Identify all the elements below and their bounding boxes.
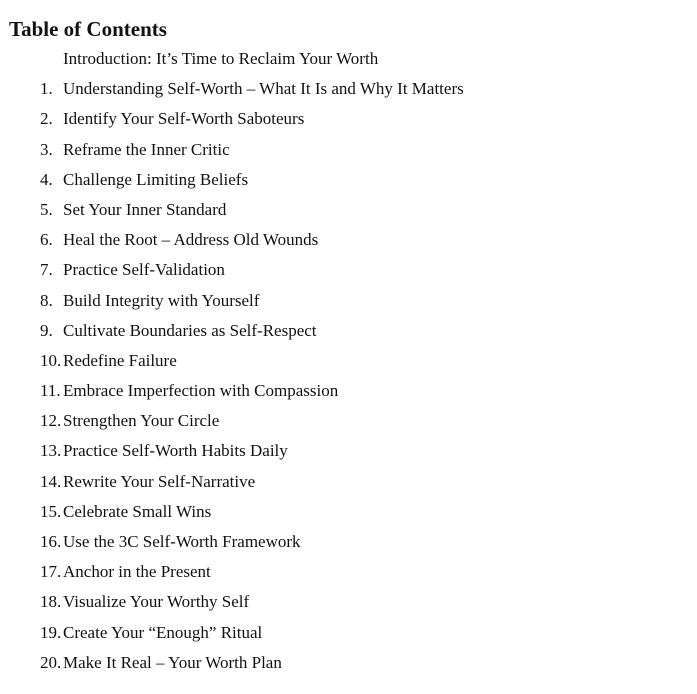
toc-entry-label: Use the 3C Self-Worth Framework [63,532,301,551]
toc-entry-label: Heal the Root – Address Old Wounds [63,230,319,250]
toc-entry [0,169,697,199]
toc-entry-number: 6. [40,230,53,250]
toc-entry [0,622,697,652]
toc-entry-number: 18. [40,592,62,612]
toc-entry [0,259,697,289]
toc-entry [0,350,697,380]
toc-entry-number: 12. [40,411,62,431]
toc-entry-label: Identify Your Self-Worth Saboteurs [63,109,305,129]
toc-entry-label: Anchor in the Present [63,562,211,582]
toc-entry [0,652,697,682]
toc-entry-introduction [0,48,697,78]
toc-entry-number: 2. [40,109,53,129]
toc-entry-label: Understanding Self-Worth – What It Is and Why It Matters [63,79,464,99]
toc-entry [0,229,697,259]
toc-entry [0,108,697,138]
toc-entry-label: Cultivate Boundaries as Self-Respect [63,320,317,340]
toc-entry-label: Reframe the Inner Critic [63,139,230,159]
toc-entry-number: 14. [40,471,62,491]
toc-entry-label: Rewrite Your Self-Narrative [63,471,256,491]
toc-entry-label: Practice Self-Validation [63,260,225,280]
toc-entry [0,531,697,561]
toc-entry-number: 9. [40,320,53,340]
toc-list [0,48,697,682]
toc-entry-label: Celebrate Small Wins [63,501,212,521]
toc-entry-label: Challenge Limiting Beliefs [63,169,249,189]
toc-entry-number: 19. [40,622,62,642]
toc-entry [0,410,697,440]
toc-entry-label: Embrace Imperfection with Compassion [63,381,339,401]
toc-entry-number: 1. [40,79,53,99]
toc-entry [0,440,697,470]
toc-entry-label: Redefine Failure [63,350,177,370]
toc-entry-number: 8. [40,290,53,310]
toc-entry [0,139,697,169]
toc-entry-number: 3. [40,139,53,159]
toc-entry [0,591,697,621]
toc-title: Table of Contents [9,17,167,41]
toc-entry-label: Make It Real – Your Worth Plan [63,652,282,672]
toc-entry-label: Build Integrity with Yourself [63,290,260,310]
toc-entry-number: 4. [40,169,53,189]
toc-entry [0,501,697,531]
toc-entry [0,380,697,410]
toc-entry-number: 20. [40,652,62,672]
toc-entry [0,561,697,591]
toc-entry-label: Practice Self-Worth Habits Daily [63,441,288,461]
toc-entry-label: Set Your Inner Standard [63,199,227,219]
toc-entry-label: Strengthen Your Circle [63,411,220,431]
toc-entry-number: 13. [40,441,62,461]
toc-entry-number: 10. [40,350,62,370]
toc-entry-number: 15. [40,501,62,521]
toc-entry [0,199,697,229]
toc-entry [0,471,697,501]
toc-entry-label: Introduction: It’s Time to Reclaim Your Worth [63,49,379,68]
toc-entry-number: 11. [40,381,61,401]
toc-entry-number: 17. [40,562,62,582]
toc-entry-number: 5. [40,199,53,219]
toc-entry [0,78,697,108]
toc-entry-label: Visualize Your Worthy Self [63,592,250,612]
toc-entry [0,320,697,350]
toc-entry-number: 16. [40,532,62,551]
toc-entry [0,290,697,320]
toc-entry-number: 7. [40,260,53,280]
toc-entry-label: Create Your “Enough” Ritual [63,622,263,642]
